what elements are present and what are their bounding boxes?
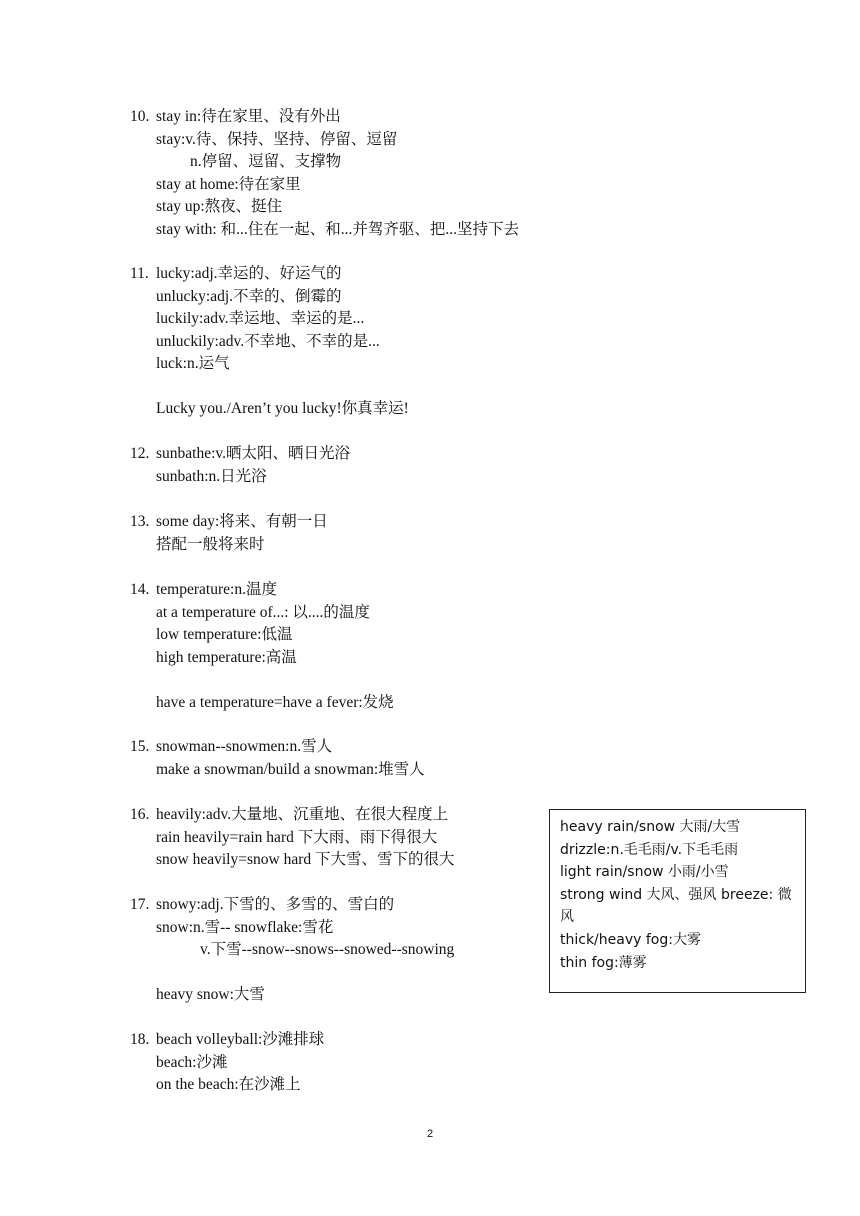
entry-line: heavy snow:大雪: [156, 986, 265, 1003]
entry-line: unlucky:adj.不幸的、倒霉的: [156, 287, 342, 305]
entry-line: lucky:adj.幸运的、好运气的: [156, 265, 342, 282]
entry-line: stay up:熬夜、挺住: [156, 198, 283, 215]
entry-number: 12.: [130, 445, 150, 462]
entry-line: luckily:adv.幸运地、幸运的是...: [156, 310, 365, 327]
entry-number: 17.: [130, 896, 150, 913]
entry-line: rain heavily=rain hard 下大雨、雨下得很大: [156, 828, 438, 846]
entry-line: beach volleyball:沙滩排球: [156, 1031, 325, 1048]
entry-line: make a snowman/build a snowman:堆雪人: [156, 760, 425, 778]
entry-number: 15.: [130, 738, 150, 755]
box-line: strong wind 大风、强风 breeze: 微风: [560, 886, 792, 926]
entry-line: have a temperature=have a fever:发烧: [156, 693, 394, 711]
entry-line: some day:将来、有朝一日: [156, 513, 328, 530]
box-line: heavy rain/snow 大雨/大雪: [560, 819, 741, 835]
box-line: thick/heavy fog:大雾: [560, 931, 701, 948]
box-line: drizzle:n.毛毛雨/v.下毛毛雨: [560, 841, 739, 858]
entry-line: temperature:n.温度: [156, 581, 277, 598]
entry-line: beach:沙滩: [156, 1053, 228, 1071]
entry-line: heavily:adv.大量地、沉重地、在很大程度上: [156, 806, 449, 823]
entry-number: 13.: [130, 513, 150, 530]
entry-line: luck:n.运气: [156, 355, 230, 372]
box-line: light rain/snow 小雨/小雪: [560, 864, 729, 881]
entry-line: snow heavily=snow hard 下大雪、雪下的很大: [156, 851, 455, 868]
entry-number: 10.: [130, 108, 150, 125]
entry-line: stay at home:待在家里: [156, 175, 301, 193]
entry-line: Lucky you./Aren’t you lucky!你真幸运!: [156, 400, 409, 417]
entry-number: 16.: [130, 806, 150, 823]
entry-line: stay in:待在家里、没有外出: [156, 108, 341, 125]
entry-number: 18.: [130, 1031, 150, 1048]
entry-line: snowman--snowmen:n.雪人: [156, 738, 333, 755]
entry-number: 14.: [130, 581, 150, 598]
entry-line: snow:n.雪-- snowflake:雪花: [156, 918, 334, 936]
entry-line: stay with: 和...住在一起、和...并驾齐驱、把...坚持下去: [156, 220, 519, 238]
entry-number: 11.: [130, 265, 149, 282]
entry-line: v.下雪--snow--snows--snowed--snowing: [200, 941, 455, 958]
entry-line: 搭配一般将来时: [156, 535, 265, 553]
entry-line: on the beach:在沙滩上: [156, 1076, 301, 1093]
entry-line: stay:v.待、保持、坚持、停留、逗留: [156, 130, 398, 148]
page-number: 2: [426, 1128, 434, 1140]
box-line: thin fog:薄雾: [560, 954, 647, 971]
entry-line: high temperature:高温: [156, 648, 297, 666]
entry-line: at a temperature of...: 以....的温度: [156, 603, 370, 621]
entry-line: low temperature:低温: [156, 626, 293, 643]
weather-vocabulary-box: [549, 809, 806, 993]
entry-line: unluckily:adv.不幸地、不幸的是...: [156, 332, 380, 350]
entry-line: snowy:adj.下雪的、多雪的、雪白的: [156, 896, 395, 913]
entry-line: sunbath:n.日光浴: [156, 467, 267, 485]
entry-line: sunbathe:v.晒太阳、晒日光浴: [156, 445, 351, 462]
entry-line: n.停留、逗留、支撑物: [190, 153, 342, 170]
